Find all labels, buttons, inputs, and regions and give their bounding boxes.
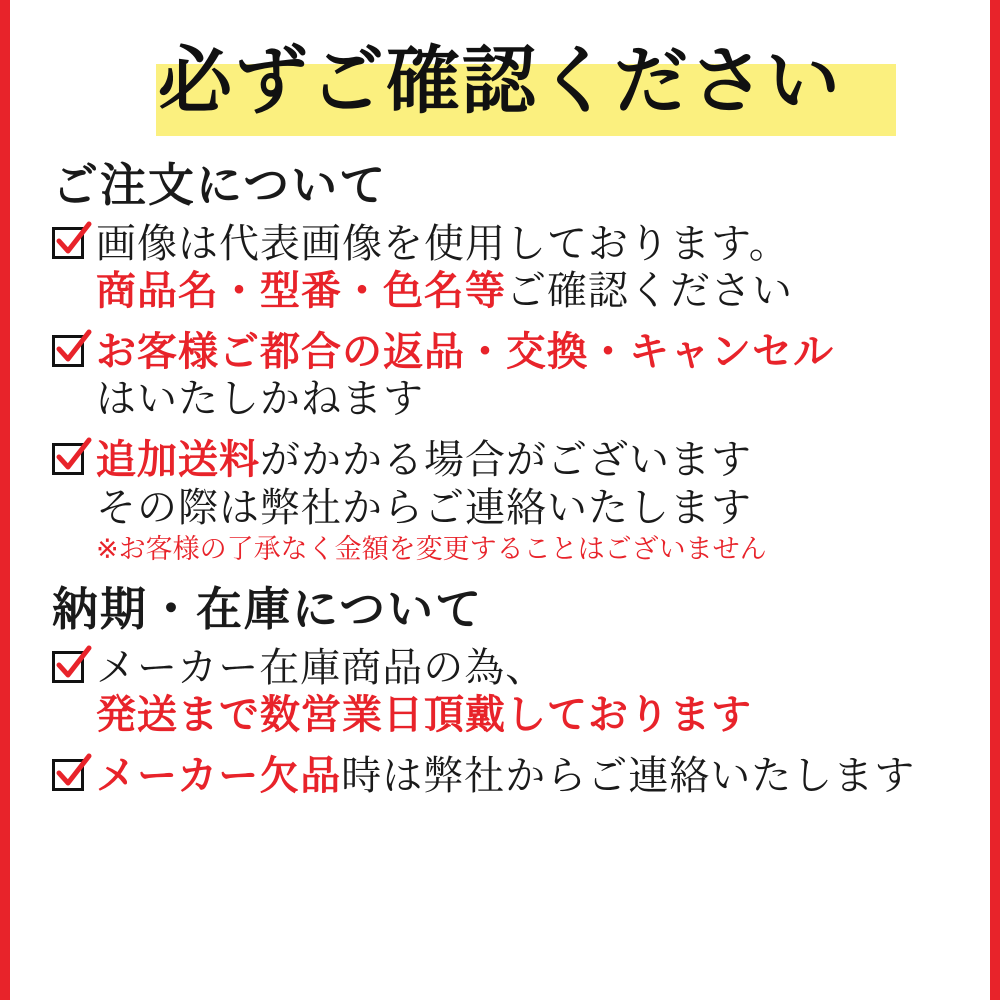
list-item (52, 329, 962, 423)
item-line: メーカー在庫商品の為、 (96, 644, 547, 691)
list-item (52, 645, 962, 739)
item-line-black: がかかる場合がございます (260, 437, 752, 484)
item-text (96, 753, 962, 800)
item-line-red: メーカー欠品 (96, 753, 342, 800)
item-line-black: 時は弊社からご連絡いたします (341, 753, 916, 800)
notice-content (10, 0, 990, 1000)
item-text (96, 437, 962, 566)
item-line: 発送まで数営業日頂戴しております (96, 691, 752, 738)
item-line: はいたしかねます (96, 376, 424, 423)
checkbox-checked-icon (52, 759, 90, 797)
item-line-red: 商品名・型番・色名等 (96, 267, 506, 314)
item-note: ※お客様の了承なく金額を変更することはございません (96, 533, 767, 565)
item-text (96, 329, 962, 423)
list-item (52, 221, 962, 315)
item-text (96, 221, 962, 315)
list-item (52, 753, 962, 800)
list-item (52, 437, 962, 566)
item-line (96, 268, 962, 315)
checkbox-checked-icon (52, 227, 90, 265)
item-line (96, 753, 962, 800)
item-line-black: ご確認ください (506, 267, 793, 314)
section-heading-orders: ご注文について (52, 158, 388, 212)
checkbox-checked-icon (52, 651, 90, 689)
item-line (96, 437, 962, 484)
item-line-red: 追加送料 (96, 437, 260, 484)
checkbox-checked-icon (52, 335, 90, 373)
item-line: その際は弊社からご連絡いたします (96, 484, 752, 531)
section-heading-delivery: 納期・在庫について (52, 582, 484, 637)
item-line: 画像は代表画像を使用しております。 (96, 220, 790, 267)
page-title-block (38, 26, 962, 146)
item-line: お客様ご都合の返品・交換・キャンセル (96, 328, 834, 375)
page-title: 必ずご確認ください (158, 38, 842, 124)
checkbox-checked-icon (52, 443, 90, 481)
item-text (96, 645, 962, 739)
